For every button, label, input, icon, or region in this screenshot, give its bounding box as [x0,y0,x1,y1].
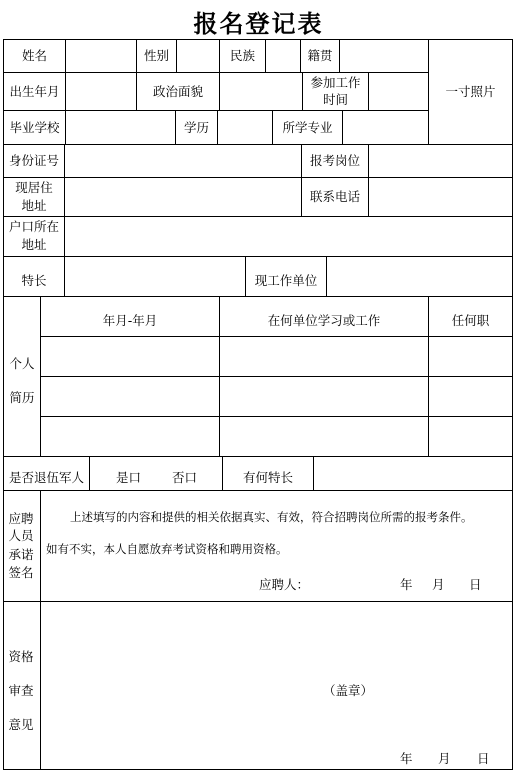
label-name: 姓名 [21,48,47,63]
label-photo: 一寸照片 [445,84,496,99]
label-specialty: 特长 [21,273,47,288]
resume-row-line-1 [40,376,513,377]
border-bottom [3,769,513,770]
v-line [176,39,177,73]
v-line [89,456,90,491]
form-title: 报名登记表 [193,9,324,38]
label-work-start-1: 参加工作 [310,75,361,90]
label-review-1: 资格 [8,649,34,664]
pledge-day: 日 [469,577,482,592]
row-line-8 [3,456,513,457]
resume-row-line-2 [40,416,513,417]
label-seal: （盖章） [323,683,374,698]
label-veteran: 是否退伍军人 [8,470,84,485]
v-line [40,490,41,770]
label-ethnicity: 民族 [229,48,255,63]
v-line [368,144,369,217]
label-any-specialty: 有何特长 [242,470,293,485]
v-line [368,72,369,111]
option-no[interactable]: 否口 [172,470,198,485]
v-line [339,39,340,73]
review-year: 年 [400,751,413,766]
label-work-unit: 现工作单位 [254,273,318,288]
label-work-start-2: 时间 [322,92,348,107]
label-school: 毕业学校 [9,120,60,135]
label-pledge-3: 承诺 [8,547,34,562]
label-gender: 性别 [143,48,169,63]
label-pledge-2: 人员 [8,528,34,543]
row-line-4 [3,177,513,178]
option-yes[interactable]: 是口 [116,470,142,485]
label-resume-1: 个人 [9,356,35,371]
border-top [3,39,513,40]
row-line-5 [3,216,513,217]
review-day: 日 [477,751,490,766]
v-line [64,144,65,297]
label-pledge-1: 应聘 [8,511,34,526]
v-line [313,456,314,491]
label-resume-2: 简历 [9,390,35,405]
v-line [326,256,327,297]
v-line [217,110,218,145]
label-hukou-2: 地址 [21,237,47,252]
label-major: 所学专业 [282,120,333,135]
review-month: 月 [438,751,451,766]
label-id-number: 身份证号 [8,153,59,168]
label-phone: 联系电话 [309,189,360,204]
label-applicant: 应聘人： [259,577,310,592]
pledge-text-2: 如有不实，本人自愿放弃考试资格和聘用资格。 [46,542,288,556]
row-line-2 [3,110,429,111]
label-review-2: 审查 [8,683,34,698]
v-line [342,110,343,145]
resume-col-role: 任何职 [451,313,490,328]
label-position: 报考岗位 [309,153,360,168]
v-line [265,39,266,73]
label-native-place: 籍贯 [307,48,333,63]
row-line-9 [3,490,513,491]
pledge-month: 月 [432,577,445,592]
row-line-10 [3,601,513,602]
row-line-6 [3,256,513,257]
label-pledge-4: 签名 [8,565,34,580]
v-line [65,39,66,144]
pledge-text-1: 上述填写的内容和提供的相关依据真实、有效，符合招聘岗位所需的报考条件。 [70,510,473,524]
row-line-1 [3,72,429,73]
resume-header-line [40,336,513,337]
resume-col-place: 在何单位学习或工作 [267,313,381,328]
label-address-2: 地址 [21,198,47,213]
label-address-1: 现居住 [15,180,53,195]
label-birth-date: 出生年月 [9,84,60,99]
row-line-3 [3,144,513,145]
label-political-status: 政治面貌 [152,84,203,99]
label-hukou-1: 户口所在 [8,219,59,234]
pledge-year: 年 [400,577,413,592]
row-line-7 [3,296,513,297]
resume-col-period: 年月-年月 [102,313,158,328]
label-education: 学历 [183,120,209,135]
label-review-3: 意见 [8,717,34,732]
border-right [512,39,513,770]
